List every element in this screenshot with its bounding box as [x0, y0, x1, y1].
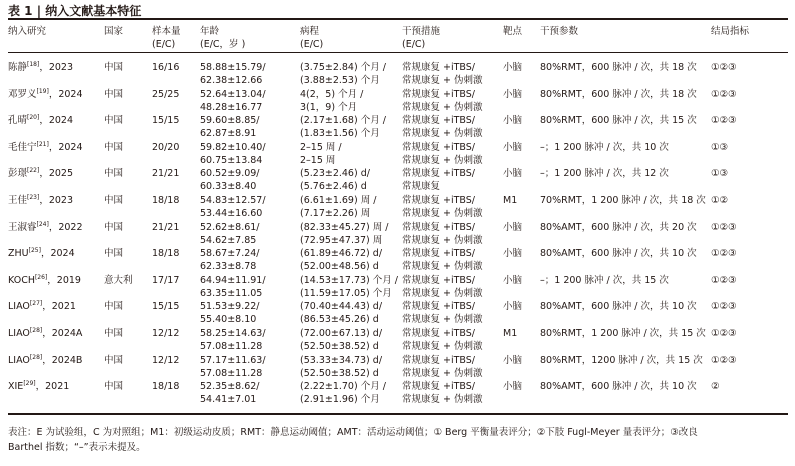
outcome-cell: ①②③ [711, 222, 737, 233]
intervention-cell-line: 常规康复 +iTBS/ [402, 275, 476, 286]
header-age-line: (E/C，岁 ) [200, 39, 246, 50]
header-study-line: 纳入研究 [8, 26, 47, 37]
course-cell-line: (7.17±2.26) 周 [300, 207, 371, 219]
study-author: LIAO [8, 355, 30, 366]
outcome-cell: ①②③ [711, 301, 737, 312]
course-cell [300, 248, 382, 273]
study-cell [8, 168, 73, 181]
country-cell: 中国 [104, 89, 124, 100]
intervention-cell-line: 常规康复 +iTBS/ [402, 89, 476, 100]
study-reference: [28] [29, 354, 43, 361]
study-author: 陈静 [8, 62, 28, 73]
course-cell-line: (86.53±45.26) d [300, 313, 379, 325]
intervention-cell [402, 328, 483, 353]
course-cell-line: (3.88±2.53) 个月 [300, 74, 380, 86]
study-year: ，2024 [39, 115, 74, 126]
course-cell-line: 2–15 周 / [300, 142, 342, 153]
course-cell-line: (14.53±17.73) 个月 / [300, 275, 399, 286]
age-cell-line: 57.08±11.28 [200, 340, 263, 352]
intervention-cell [402, 195, 483, 220]
params-cell: 80%RMT，600 脉冲 / 次，共 18 次 [540, 89, 697, 100]
params-cell: 80%AMT，600 脉冲 / 次，共 10 次 [540, 248, 697, 259]
params-cell: 80%RMT，600 脉冲 / 次，共 18 次 [540, 62, 697, 73]
header-sample [152, 25, 181, 51]
sample-cell: 18/18 [152, 248, 180, 259]
study-reference: [28] [29, 327, 43, 334]
course-cell [300, 381, 386, 406]
study-year: ，2024 [48, 142, 83, 153]
study-reference: [18] [27, 61, 40, 68]
params-cell: 80%RMT，1 200 脉冲 / 次，共 15 次 [540, 328, 706, 339]
target-cell: 小脑 [503, 381, 523, 392]
intervention-cell-line: 常规康复 +iTBS/ [402, 301, 476, 312]
target-cell: 小脑 [503, 248, 523, 259]
age-cell-line: 52.35±8.62/ [200, 381, 260, 392]
age-cell [200, 381, 260, 406]
header-country-line: 国家 [104, 26, 124, 37]
study-cell [8, 195, 73, 208]
age-cell-line: 54.62±7.85 [200, 234, 257, 246]
course-cell-line: (2.22±1.70) 个月 / [300, 381, 386, 392]
target-cell: 小脑 [503, 89, 523, 100]
outcome-cell: ①②③ [711, 248, 737, 259]
intervention-cell-line: 常规康复 + 伪刺激 [402, 260, 483, 272]
intervention-cell-line: 常规康复 + 伪刺激 [402, 234, 483, 246]
course-cell-line: (2.91±1.96) 个月 [300, 393, 380, 405]
course-cell-line: (72.95±47.37) 周 [300, 234, 383, 246]
study-cell [8, 62, 73, 75]
study-author: 邓罗义 [8, 89, 37, 100]
country-cell: 中国 [104, 355, 124, 366]
study-author: LIAO [8, 301, 30, 312]
age-cell-line: 60.33±8.40 [200, 180, 257, 192]
study-author: KOCH [8, 275, 35, 286]
age-cell-line: 51.53±9.22/ [200, 301, 260, 312]
age-cell [200, 301, 260, 326]
age-cell-line: 54.83±12.57/ [200, 195, 266, 206]
intervention-cell-line: 常规康复 + 伪刺激 [402, 154, 483, 166]
sample-cell: 21/21 [152, 168, 180, 179]
intervention-cell-line: 常规康复 [402, 180, 441, 192]
intervention-cell-line: 常规康复 + 伪刺激 [402, 101, 483, 113]
intervention-cell-line: 常规康复 +iTBS/ [402, 355, 476, 366]
age-cell-line: 63.35±11.05 [200, 287, 263, 299]
course-cell-line: (5.23±2.46) d/ [300, 168, 370, 179]
country-cell: 中国 [104, 195, 124, 206]
age-cell-line: 52.62±8.61/ [200, 222, 260, 233]
table-top-rule [8, 18, 788, 20]
intervention-cell [402, 301, 483, 326]
course-cell [300, 115, 386, 140]
country-cell: 中国 [104, 142, 124, 153]
study-reference: [20] [27, 114, 40, 121]
params-cell: 80%AMT，600 脉冲 / 次，共 20 次 [540, 222, 697, 233]
sample-cell: 18/18 [152, 381, 180, 392]
study-year: ，2023 [39, 195, 74, 206]
params-cell: 80%RMT，600 脉冲 / 次，共 15 次 [540, 115, 697, 126]
intervention-cell [402, 115, 483, 140]
params-cell: –；1 200 脉冲 / 次，共 15 次 [540, 275, 669, 286]
country-cell: 意大利 [104, 275, 133, 286]
intervention-cell [402, 275, 483, 300]
params-cell: 80%AMT，600 脉冲 / 次，共 10 次 [540, 301, 697, 312]
intervention-cell-line: 常规康复 + 伪刺激 [402, 393, 483, 405]
study-year: ，2024 [48, 89, 83, 100]
course-cell-line: (3.75±2.84) 个月 / [300, 62, 386, 73]
study-reference: [24] [36, 221, 49, 228]
intervention-cell [402, 355, 483, 380]
sample-cell: 21/21 [152, 222, 180, 233]
age-cell [200, 355, 266, 380]
course-cell [300, 168, 370, 193]
header-outcome-line: 结局指标 [711, 26, 750, 37]
outcome-cell: ①③ [711, 168, 729, 179]
course-cell [300, 301, 382, 326]
intervention-cell-line: 常规康复 +iTBS/ [402, 381, 476, 392]
course-cell-line: (52.50±38.52) d [300, 367, 379, 379]
study-year: ，2024 [40, 248, 75, 259]
header-params [540, 25, 578, 38]
study-reference: [27] [29, 300, 43, 307]
age-cell [200, 248, 260, 273]
study-reference: [21] [36, 141, 49, 148]
target-cell: 小脑 [503, 115, 523, 126]
course-cell [300, 222, 389, 247]
study-year: ，2021 [35, 381, 70, 392]
age-cell-line: 57.08±11.28 [200, 367, 263, 379]
study-cell [8, 248, 75, 261]
age-cell-line: 48.28±16.77 [200, 101, 263, 113]
course-cell-line: (82.33±45.27) 周 / [300, 222, 389, 233]
header-sample-line: (E/C) [152, 39, 176, 50]
target-cell: 小脑 [503, 301, 523, 312]
table-footnote-line-2: Barthel 指数；“–”表示未提及。 [8, 442, 146, 453]
course-cell-line: (52.50±38.52) d [300, 340, 379, 352]
header-sample-line: 样本量 [152, 26, 181, 37]
age-cell-line: 52.64±13.04/ [200, 89, 266, 100]
target-cell: 小脑 [503, 222, 523, 233]
study-author: 王淑睿 [8, 222, 37, 233]
study-reference: [29] [23, 380, 36, 387]
age-cell [200, 275, 266, 300]
country-cell: 中国 [104, 168, 124, 179]
header-country [104, 25, 123, 38]
course-cell-line: (61.89±46.72) d/ [300, 248, 383, 259]
study-reference: [25] [28, 247, 41, 254]
course-cell-line: (1.83±1.56) 个月 [300, 127, 380, 139]
age-cell [200, 62, 266, 87]
outcome-cell: ② [711, 381, 720, 392]
study-cell [8, 142, 83, 155]
course-cell-line: (5.76±2.46) d [300, 180, 367, 192]
study-author: 王佳 [8, 195, 28, 206]
course-cell-line: (6.61±1.69) 周 / [300, 195, 377, 206]
study-author: XIE [8, 381, 24, 392]
intervention-cell-line: 常规康复 +iTBS/ [402, 62, 476, 73]
params-cell: 80%RMT，1200 脉冲 / 次，共 15 次 [540, 355, 703, 366]
intervention-cell [402, 62, 483, 87]
intervention-cell-line: 常规康复 + 伪刺激 [402, 127, 483, 139]
study-cell [8, 301, 76, 314]
intervention-cell-line: 常规康复 + 伪刺激 [402, 207, 483, 219]
age-cell-line: 64.94±11.91/ [200, 275, 266, 286]
age-cell-line: 62.38±12.66 [200, 74, 263, 86]
outcome-cell: ①②③ [711, 115, 737, 126]
sample-cell: 17/17 [152, 275, 180, 286]
target-cell: 小脑 [503, 142, 523, 153]
study-reference: [26] [34, 274, 48, 281]
age-cell [200, 195, 266, 220]
study-reference: [19] [36, 88, 49, 95]
sample-cell: 18/18 [152, 195, 180, 206]
age-cell [200, 328, 266, 353]
intervention-cell [402, 222, 483, 247]
table-title: 表 1 | 纳入文献基本特征 [8, 4, 142, 18]
course-cell-line: (52.00±48.56) d [300, 260, 379, 272]
header-outcome [711, 25, 749, 38]
intervention-cell-line: 常规康复 +iTBS/ [402, 248, 476, 259]
intervention-cell [402, 89, 483, 114]
study-author: 孔晴 [8, 115, 28, 126]
age-cell [200, 168, 260, 193]
study-reference: [23] [27, 194, 40, 201]
intervention-cell-line: 常规康复 + 伪刺激 [402, 313, 483, 325]
sample-cell: 12/12 [152, 328, 180, 339]
age-cell-line: 59.60±8.85/ [200, 115, 260, 126]
table-header-rule [8, 52, 788, 53]
outcome-cell: ①②③ [711, 89, 737, 100]
age-cell [200, 222, 260, 247]
course-cell [300, 328, 382, 353]
outcome-cell: ①②③ [711, 62, 737, 73]
study-cell [8, 381, 69, 394]
header-study [8, 25, 46, 38]
header-target-line: 靶点 [503, 26, 523, 37]
study-year: ，2025 [39, 168, 74, 179]
outcome-cell: ①②③ [711, 275, 737, 286]
country-cell: 中国 [104, 328, 124, 339]
intervention-cell-line: 常规康复 +iTBS/ [402, 142, 476, 153]
country-cell: 中国 [104, 115, 124, 126]
outcome-cell: ①② [711, 195, 729, 206]
study-author: ZHU [8, 248, 29, 259]
age-cell-line: 54.41±7.01 [200, 393, 257, 405]
age-cell-line: 55.40±8.10 [200, 313, 257, 325]
intervention-cell [402, 168, 475, 193]
sample-cell: 15/15 [152, 301, 180, 312]
params-cell: –；1 200 脉冲 / 次，共 10 次 [540, 142, 669, 153]
table-bottom-rule [8, 413, 788, 415]
header-course-line: 病程 [300, 26, 320, 37]
course-cell [300, 275, 398, 300]
age-cell [200, 115, 260, 140]
header-age [200, 25, 245, 51]
age-cell-line: 62.33±8.78 [200, 260, 257, 272]
study-cell [8, 328, 82, 341]
study-year: ，2023 [39, 62, 74, 73]
study-cell [8, 355, 82, 368]
study-cell [8, 115, 73, 128]
target-cell: 小脑 [503, 355, 523, 366]
age-cell-line: 60.75±13.84 [200, 154, 263, 166]
intervention-cell [402, 142, 483, 167]
sample-cell: 15/15 [152, 115, 180, 126]
country-cell: 中国 [104, 301, 124, 312]
course-cell-line: (72.00±67.13) d/ [300, 328, 383, 339]
age-cell-line: 53.44±16.60 [200, 207, 263, 219]
sample-cell: 25/25 [152, 89, 180, 100]
course-cell [300, 355, 382, 380]
study-year: ，2022 [48, 222, 83, 233]
course-cell [300, 195, 376, 220]
course-cell-line: (11.59±17.05) 个月 [300, 287, 392, 299]
target-cell: 小脑 [503, 168, 523, 179]
intervention-cell-line: 常规康复 +iTBS/ [402, 168, 476, 179]
outcome-cell: ①③ [711, 142, 729, 153]
study-year: ，2024A [42, 328, 83, 339]
country-cell: 中国 [104, 248, 124, 259]
study-year: ，2019 [47, 275, 81, 286]
course-cell-line: (70.40±44.43) d/ [300, 301, 383, 312]
study-author: LIAO [8, 328, 30, 339]
course-cell [300, 142, 342, 167]
intervention-cell-line: 常规康复 + 伪刺激 [402, 340, 483, 352]
age-cell-line: 58.67±7.24/ [200, 248, 260, 259]
params-cell: 70%RMT，1 200 脉冲 / 次，共 18 次 [540, 195, 706, 206]
course-cell-line: 2–15 周 [300, 154, 336, 166]
intervention-cell-line: 常规康复 +iTBS/ [402, 115, 476, 126]
intervention-cell-line: 常规康复 +iTBS/ [402, 195, 476, 206]
age-cell-line: 59.82±10.40/ [200, 142, 266, 153]
header-intervention [402, 25, 440, 51]
outcome-cell: ①②③ [711, 355, 737, 366]
study-cell [8, 89, 83, 102]
course-cell-line: 3(1，9) 个月 [300, 101, 358, 113]
target-cell: 小脑 [503, 275, 523, 286]
params-cell: 80%AMT，600 脉冲 / 次，共 10 次 [540, 381, 697, 392]
target-cell: M1 [503, 328, 518, 339]
params-cell: –；1 200 脉冲 / 次，共 12 次 [540, 168, 669, 179]
intervention-cell-line: 常规康复 + 伪刺激 [402, 367, 483, 379]
header-intervention-line: 干预措施 [402, 26, 441, 37]
intervention-cell-line: 常规康复 + 伪刺激 [402, 74, 483, 86]
age-cell-line: 58.25±14.63/ [200, 328, 266, 339]
intervention-cell-line: 常规康复 +iTBS/ [402, 222, 476, 233]
header-age-line: 年龄 [200, 26, 220, 37]
outcome-cell: ①②③ [711, 328, 737, 339]
course-cell [300, 62, 386, 87]
country-cell: 中国 [104, 222, 124, 233]
study-cell [8, 275, 81, 288]
study-author: 彭璟 [8, 168, 28, 179]
country-cell: 中国 [104, 381, 124, 392]
header-course [300, 25, 323, 51]
age-cell-line: 60.52±9.09/ [200, 168, 260, 179]
header-course-line: (E/C) [300, 39, 324, 50]
course-cell [300, 89, 363, 114]
age-cell [200, 89, 266, 114]
course-cell-line: 4(2，5) 个月 / [300, 89, 364, 100]
study-cell [8, 222, 83, 235]
sample-cell: 16/16 [152, 62, 180, 73]
study-year: ，2024B [42, 355, 83, 366]
target-cell: M1 [503, 195, 518, 206]
study-year: ，2021 [42, 301, 76, 312]
table-footnote-line-1: 表注：E 为试验组，C 为对照组；M1：初级运动皮质；RMT：静息运动阈值；AMT：活动运动阈值；① Berg 平衡量表评分；②下肢 Fugl-Meyer 量表评分；③改良 [8, 427, 698, 438]
header-params-line: 干预参数 [540, 26, 579, 37]
course-cell-line: (53.33±34.73) d/ [300, 355, 383, 366]
intervention-cell-line: 常规康复 + 伪刺激 [402, 287, 483, 299]
age-cell [200, 142, 266, 167]
target-cell: 小脑 [503, 62, 523, 73]
age-cell-line: 57.17±11.63/ [200, 355, 266, 366]
study-reference: [22] [27, 167, 40, 174]
sample-cell: 20/20 [152, 142, 180, 153]
country-cell: 中国 [104, 62, 124, 73]
study-author: 毛佳宁 [8, 142, 37, 153]
age-cell-line: 62.87±8.91 [200, 127, 257, 139]
intervention-cell-line: 常规康复 +iTBS/ [402, 328, 476, 339]
header-intervention-line: (E/C) [402, 39, 426, 50]
course-cell-line: (2.17±1.68) 个月 / [300, 115, 386, 126]
intervention-cell [402, 248, 483, 273]
sample-cell: 12/12 [152, 355, 180, 366]
header-target [503, 25, 522, 38]
intervention-cell [402, 381, 483, 406]
age-cell-line: 58.88±15.79/ [200, 62, 266, 73]
